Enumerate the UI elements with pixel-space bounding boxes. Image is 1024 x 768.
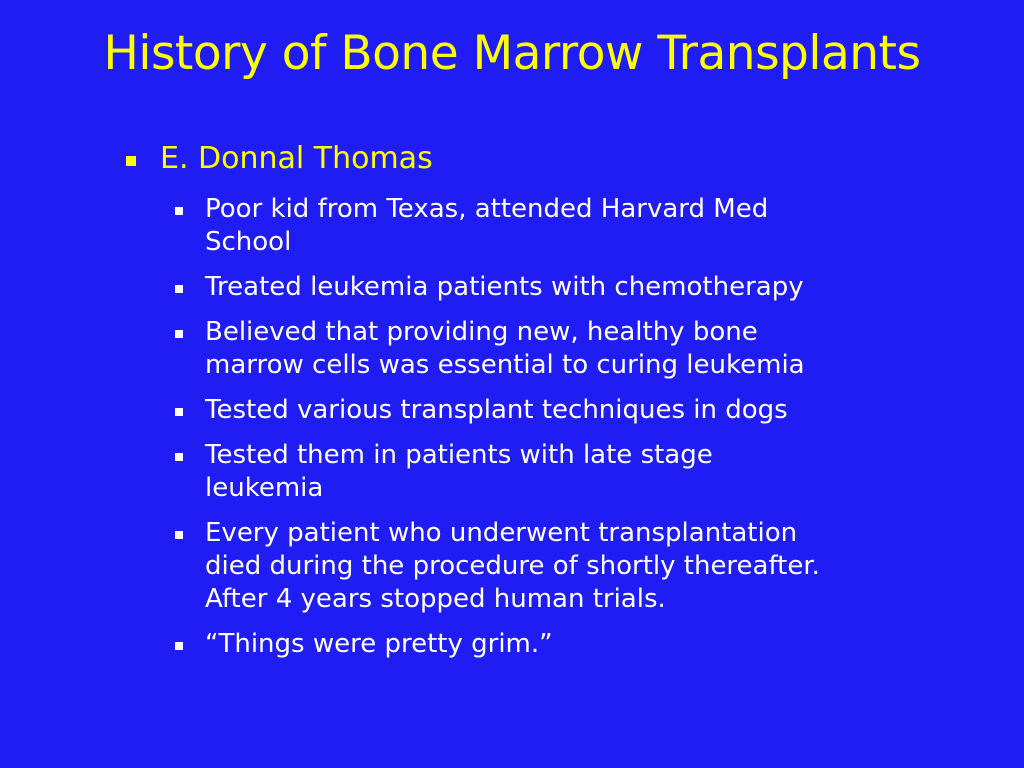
sub-bullet-line: Tested them in patients with late stage [205, 440, 713, 470]
square-bullet-icon [126, 156, 136, 166]
sub-bullet-text [205, 628, 553, 661]
sub-bullet-line: School [205, 227, 292, 257]
sub-bullet-item [175, 394, 935, 427]
main-bullet [126, 140, 433, 178]
sub-bullet-line: marrow cells was essential to curing leukemia [205, 350, 805, 380]
sub-bullet-text [205, 271, 804, 304]
sub-bullet-line: Every patient who underwent transplantation [205, 518, 798, 548]
square-bullet-icon [175, 330, 183, 338]
sub-bullet-line: died during the procedure of shortly thereafter. [205, 551, 820, 581]
slide-title: History of Bone Marrow Transplants [103, 26, 921, 81]
sub-bullet-item [175, 316, 935, 382]
sub-bullet-line: Poor kid from Texas, attended Harvard Med [205, 194, 769, 224]
square-bullet-icon [175, 531, 183, 539]
sub-bullet-text [205, 193, 768, 259]
sub-bullet-item [175, 628, 935, 661]
sub-bullet-item [175, 439, 935, 505]
square-bullet-icon [175, 207, 183, 215]
square-bullet-icon [175, 453, 183, 461]
sub-bullet-line: “Things were pretty grim.” [205, 629, 553, 659]
sub-bullet-item [175, 193, 935, 259]
sub-bullet-text [205, 316, 805, 382]
sub-bullet-item [175, 517, 935, 616]
sub-bullet-item [175, 271, 935, 304]
main-bullet-text: E. Donnal Thomas [160, 141, 433, 176]
sub-bullet-text [205, 517, 820, 616]
sub-bullet-list [175, 193, 935, 673]
sub-bullet-text [205, 439, 713, 505]
sub-bullet-line: Believed that providing new, healthy bone [205, 317, 758, 347]
sub-bullet-line: After 4 years stopped human trials. [205, 584, 666, 614]
sub-bullet-line: Treated leukemia patients with chemotherapy [205, 272, 804, 302]
sub-bullet-line: Tested various transplant techniques in dogs [205, 395, 788, 425]
square-bullet-icon [175, 642, 183, 650]
sub-bullet-text [205, 394, 788, 427]
square-bullet-icon [175, 285, 183, 293]
sub-bullet-line: leukemia [205, 473, 324, 503]
square-bullet-icon [175, 408, 183, 416]
